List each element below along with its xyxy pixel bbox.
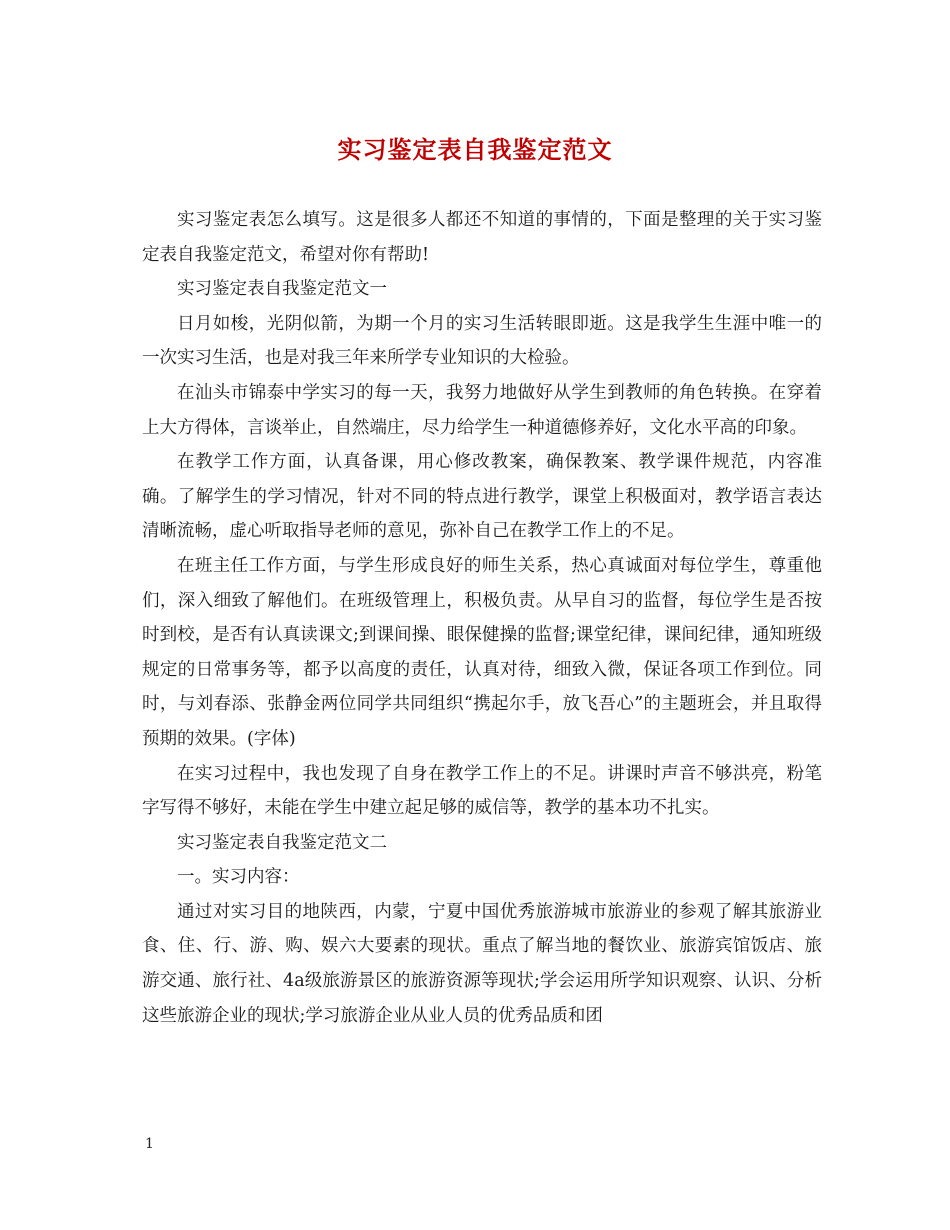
- section-heading-one: 实习鉴定表自我鉴定范文一: [177, 279, 387, 300]
- section-heading-two: 实习鉴定表自我鉴定范文二: [177, 832, 387, 853]
- paragraph: 通过对实习目的地陕西，内蒙，宁夏中国优秀旅游城市旅游业的参观了解其旅游业食、住、行、游、购、娱六大要素的现状。重点了解当地的餐饮业、旅游宾馆饭店、旅游交通、旅行社、4a级旅游景区的旅游资源等现状;学会运用所学知识观察、认识、分析这些旅游企业的现状;学习旅游企业从业人员的优秀品质和团: [142, 901, 822, 1026]
- paragraph: 在汕头市锦泰中学实习的每一天，我努力地做好从学生到教师的角色转换。在穿着上大方得体，言谈举止，自然端庄，尽力给学生一种道德修养好，文化水平高的印象。: [142, 382, 822, 438]
- document-title: 实习鉴定表自我鉴定范文: [337, 135, 613, 164]
- paragraph-intro: 实习鉴定表怎么填写。这是很多人都还不知道的事情的，下面是整理的关于实习鉴定表自我鉴定范文，希望对你有帮助!: [142, 210, 822, 265]
- paragraph: 在教学工作方面，认真备课，用心修改教案，确保教案、教学课件规范，内容准确。了解学生的学习情况，针对不同的特点进行教学，课堂上积极面对，教学语言表达清晰流畅，虚心听取指导老师的意见，弥补自己在教学工作上的不足。: [142, 452, 822, 542]
- document-body: [142, 203, 822, 1033]
- paragraph: 在班主任工作方面，与学生形成良好的师生关系，热心真诚面对每位学生，尊重他们，深入细致了解他们。在班级管理上，积极负责。从早自习的监督，每位学生是否按时到校，是否有认真读课文;到课间操、眼保健操的监督;课堂纪律，课间纪律，通知班级规定的日常事务等，都予以高度的责任，认真对待，细致入微，保证各项工作到位。同时，与刘春添、张静金两位同学共同组织“携起尔手，放飞吾心”的主题班会，并且取得预期的效果。(字体): [142, 555, 822, 749]
- subheading-content: 一。实习内容：: [177, 867, 300, 888]
- page-number: 1: [145, 1136, 154, 1152]
- paragraph: 日月如梭，光阴似箭，为期一个月的实习生活转眼即逝。这是我学生生涯中唯一的一次实习生活，也是对我三年来所学专业知识的大检验。: [142, 313, 822, 369]
- paragraph: 在实习过程中，我也发现了自身在教学工作上的不足。讲课时声音不够洪亮，粉笔字写得不够好，未能在学生中建立起足够的威信等，教学的基本功不扎实。: [142, 763, 822, 819]
